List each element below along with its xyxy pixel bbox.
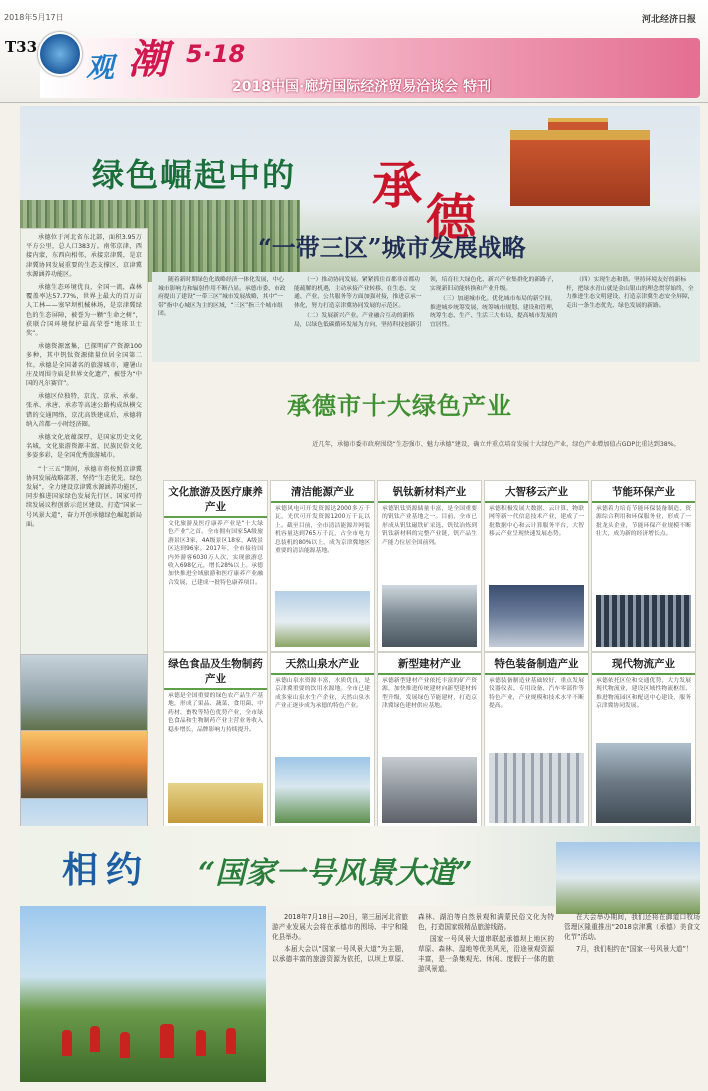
intro-paragraph: 承德生态环境优良，全国一流，森林覆盖率达57.77%，世界上最大的百万亩人工林——塞罕坝机械林场，是京津冀绿色的生态屏障，被誉为一颗“生命之树”，获联合国环境保护最高荣誉“地球卫士奖”。: [26, 284, 142, 338]
intro-paragraph: 承德资源富集，已探明矿产资源100多种，其中钒钛资源储量位居全国第二位。承德是全国著名的旅游城市，避暑山庄及周围寺庙是世界文化遗产，被誉为“中国的凡尔赛宫”。: [26, 343, 142, 388]
meet-paragraph: 国家一号风景大道串联起承德坝上地区的草原、森林、湿地等优美风光，沿途景观资源丰富，是一条集观光、休闲、度假于一体的旅游风景道。: [418, 935, 554, 973]
industry-card-environment: [591, 480, 696, 652]
masthead-date-mark: 5·18: [186, 40, 246, 68]
industry-card-text: 承德着力培育节能环保装备制造、资源综合利用和环保服务业，形成了一批龙头企业，节能环保产业规模不断壮大，成为新的经济增长点。: [596, 506, 691, 538]
logistics-warehouse-photo: [596, 743, 691, 823]
industry-card-equipment: [484, 652, 589, 828]
meet-title-scenic-road: “国家一号风景大道”: [198, 856, 473, 891]
industry-card-text: 承德山泉水资源丰富，水质优良，是京津冀重要的饮用水源地。全市已建成多家山泉水生产企业，天然山泉水产业正逐步成为承德的特色产业。: [275, 678, 370, 710]
industry-card-title: 钒钛新材料产业: [378, 481, 481, 503]
industry-card-big-data: [484, 480, 589, 652]
spring-water-photo: [275, 757, 370, 823]
meet-paragraph: 本届大会以“国家一号风景大道”为主题，以承德丰富的旅游资源为依托，以坝上草原、森林、湖泊等自然景观和满蒙民俗文化为特色，打造国家级精品旅游线路。: [272, 913, 554, 963]
industry-card-text: 承德钒钛资源储量丰富，是全国重要的钒钛产业基地之一。目前，全市已形成从钒钛磁铁矿采选、钒钛冶炼到钒钛新材料的完整产业链，钒产品生产能力位居全国前列。: [382, 506, 477, 546]
dancer-figure: [160, 1024, 174, 1058]
industry-card-text: 承德装备制造业基础较好，重点发展仪器仪表、专用设备、汽车零部件等特色产业，产业规模和技术水平不断提高。: [489, 678, 584, 710]
industry-card-text: 承德积极发展大数据、云计算、物联网等新一代信息技术产业，建成了一批数据中心和云计算服务平台，大智移云产业呈现快速发展态势。: [489, 506, 584, 538]
page-number: T33: [5, 38, 38, 56]
strategy-paragraph: 随着新时期绿色化战略经济一体化发展，中心城市影响力和辐射作用不断凸显。承德市委、市政府提出了建设“一带三区”城市发展战略，其中“一带”指中心城区为主的区域，“三区”指三个城市组团。: [158, 277, 286, 318]
meet-paragraph: 7月，我们相约在“国家一号风景大道”！: [576, 945, 693, 953]
solar-panel-photo: [596, 595, 691, 647]
industry-card-text: 承德新型建材产业依托丰富的矿产资源，加快推进传统建材向新型建材转型升级，发展绿色节能建材，打造京津冀绿色建材供应基地。: [382, 678, 477, 710]
industry-card-title: 天然山泉水产业: [271, 653, 374, 675]
industry-card-green-food: [163, 652, 268, 828]
industry-card-title: 文化旅游及医疗康养产业: [164, 481, 267, 518]
industry-card-title: 大智移云产业: [485, 481, 588, 503]
industry-card-text: 承德是全国重要的绿色农产品生产基地，形成了果品、蔬菜、食用菌、中药材、畜牧等特色优势产业，全市绿色食品和生物制药产业主营业务收入稳步增长，品牌影响力持续提升。: [168, 693, 263, 733]
data-center-photo: [489, 585, 584, 647]
strategy-paragraph: （四）实现生态和谐。坚持环境友好的新标杆，把绿水青山就是金山银山的理念贯穿始终，全力推进生态文明建设，打造京津冀生态安全屏障，走出一条生态优先、绿色发展的新路。: [566, 277, 694, 309]
issue-date: 2018年5月17日: [4, 13, 64, 22]
masthead-chao: 潮: [128, 36, 168, 83]
dancer-figure: [226, 1028, 236, 1054]
industries-title: 承德市十大绿色产业: [287, 391, 512, 420]
food-products-photo: [168, 783, 263, 823]
greenhouse-photo: [20, 654, 148, 732]
industry-card-title: 绿色食品及生物制药产业: [164, 653, 267, 690]
hero-city-char-1: 承: [372, 156, 422, 215]
newspaper-name: 河北经济日报: [642, 15, 697, 25]
strategy-body: [152, 272, 700, 362]
building-materials-photo: [382, 757, 477, 823]
hero-title: 绿色崛起中的: [92, 156, 297, 194]
fair-logo-icon: [38, 32, 82, 76]
intro-paragraph: 承德文化底蕴深厚，是国家历史文化名城，文化旅游资源丰富，民族民俗文化多姿多彩，是全国优秀旅游城市。: [26, 434, 142, 460]
intro-paragraph: 承德区位独特，京沈、京承、承秦、张承、承唐、承赤等高速公路构成纵横交错的交通网络，京沈高铁建成后，承德将纳入首都一小时经济圈。: [26, 393, 142, 428]
industry-card-title: 新型建材产业: [378, 653, 481, 675]
strategy-paragraph: （三）加速城市化。优化城市布局的新空间，推进城乡统筹发展，统筹城市规划、建设和管理，统筹生态、生产、生活三大布局，提高城市发展的宜居性。: [430, 296, 558, 328]
industry-card-clean-energy: [270, 480, 375, 652]
strategy-paragraph: （一）推动协同发展。紧紧抓住首都非首都功能疏解的机遇，主动承接产业转移，在生态、交通、产业、公共服务等方面加强对接，推进京承一体化，努力打造京津冀协同发展的示范区。: [294, 277, 422, 309]
hero-city-char-2: 德: [426, 188, 476, 247]
strategy-paragraph: （二）发展新兴产业。产业融合互动的新格局，以绿色低碳循环发展为方向，坚持科技创新引领，培育壮大绿色化、新兴产业集群化的新路子，实现新旧动能转换和产业升级。: [294, 277, 558, 328]
intro-paragraph: “十三五”期间，承德市将按照京津冀协同发展战略部署，坚持“生态优先、绿色发展”，全力建设京津冀水源涵养功能区，同步推进国家绿色发展先行区、国家可持续发展议程创新示范区建设，打造“国家一号风景大道”，奋力开创承德绿色崛起新局面。: [26, 465, 142, 528]
industry-card-tourism: [163, 480, 268, 652]
industry-card-title: 节能环保产业: [592, 481, 695, 503]
sunset-photo: [20, 730, 148, 800]
meet-paragraph: 2018年7月18日—20日，第三届河北省旅游产业发展大会将在承德市的围场、丰宁和隆化县举办。: [272, 913, 408, 941]
meet-title-xiangyue: 相约: [62, 849, 151, 891]
masthead-guan: 观: [86, 51, 115, 84]
industry-card-title: 现代物流产业: [592, 653, 695, 675]
meet-body: [272, 912, 700, 1084]
dancer-figure: [62, 1030, 72, 1056]
intro-paragraph: 承德位于河北省东北部，面积3.95万平方公里，总人口383万。南邻京津，西接内蒙，东西向相邻，承接京津冀，是京津冀协同发展重要的生态支撑区、京津冀水源涵养功能区。: [26, 234, 142, 278]
industries-intro: 近几年，承德市委市政府围绕“生态强市、魅力承德”建设，确立并重点培育发展十大绿色产业，绿色产业增加值占GDP比重达到38%。: [312, 441, 680, 448]
meet-paragraph: 在大会举办期间，我们还将在御道口牧场管理区隆重推出“2018京津冀（承德）美食文化节”活动。: [564, 913, 700, 941]
dancer-figure: [90, 1026, 100, 1052]
masthead-subtitle: 2018中国·廊坊国际经济贸易洽谈会 特刊: [232, 79, 492, 95]
industry-card-spring-water: [270, 652, 375, 828]
industry-card-text: 承德依托区位和交通优势，大力发展现代物流业，建设区域性物流枢纽，推进物流园区和配送中心建设，服务京津冀协同发展。: [596, 678, 691, 710]
strategy-title: “一带三区”城市发展战略: [258, 233, 526, 262]
dancer-figure: [120, 1032, 130, 1058]
dancer-figure: [196, 1030, 206, 1056]
grassland-photo: [556, 842, 700, 914]
industry-card-title: 特色装备制造产业: [485, 653, 588, 675]
industry-card-vanadium: [377, 480, 482, 652]
industry-card-logistics: [591, 652, 696, 828]
industry-card-text: 承德风电可开发资源达2000多万千瓦，光伏可开发资源1200万千瓦以上。截至目前，全市清洁能源并网装机容量达到765万千瓦，占全市电力总装机的80%以上，成为京津冀地区重要的清洁能源基地。: [275, 506, 370, 555]
industry-card-title: 清洁能源产业: [271, 481, 374, 503]
palace-image: [510, 130, 650, 206]
industry-card-building-materials: [377, 652, 482, 828]
equipment-photo: [489, 753, 584, 823]
folk-dance-photo: [20, 906, 266, 1082]
factory-photo: [382, 585, 477, 647]
industry-card-text: 文化旅游及医疗康养产业是“十大绿色产业”之首。全市拥有国家5A级旅游景区3家，4A级景区18家，A级景区达到96家。2017年，全市接待国内外游客6030万人次，实现旅游总收入698亿元，增长28%以上。承德加快推进全域旅游和医疗康养产业融合发展，已建成一批特色康养项目。: [168, 521, 263, 586]
wind-turbine-photo: [275, 591, 370, 647]
